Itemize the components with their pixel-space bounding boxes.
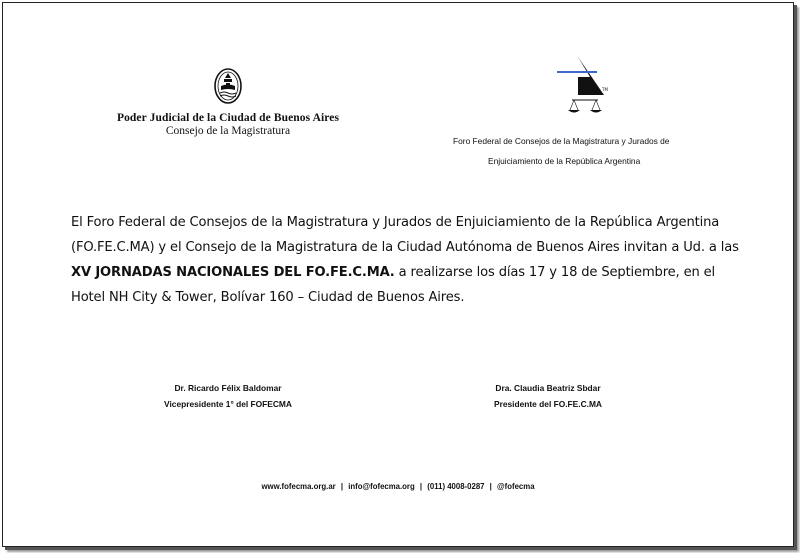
footer-separator: |: [489, 482, 492, 491]
fofecma-logo-mark: TM: [602, 87, 608, 92]
contact-footer: [3, 482, 793, 491]
footer-separator: |: [419, 482, 423, 491]
city-seal-icon: [213, 66, 243, 106]
signer-name-right: Dra. Claudia Beatriz Sbdar: [495, 383, 601, 393]
signature-left: [143, 380, 313, 412]
signature-right: [453, 380, 643, 412]
fofecma-title-line2: Enjuiciamiento de la República Argentina: [488, 156, 641, 166]
event-title: XV JORNADAS NACIONALES DEL FO.FE.C.MA.: [71, 265, 395, 280]
consejo-subtitle: Consejo de la Magistratura: [165, 125, 291, 137]
footer-phone: (011) 4008-0287: [427, 482, 485, 491]
signer-role-right: Presidente del FO.FE.C.MA: [494, 399, 602, 409]
signer-role-left: Vicepresidente 1° del FOFECMA: [164, 399, 292, 409]
invitation-text-part2: a realizarse los días 17 y 18 de Septiembre, en el Hotel NH City & Tower, Bolívar 160 – Ciudad de Buenos Aires.: [71, 265, 716, 305]
fofecma-scales-logo-icon: [528, 55, 628, 125]
invitation-card: [2, 2, 794, 547]
footer-website-link[interactable]: www.fofecma.org.ar: [261, 482, 336, 491]
invitation-text-part1: El Foro Federal de Consejos de la Magistratura y Jurados de Enjuiciamiento de la República Argentina (FO.FE.C.MA) y el Consejo de la Magistratura de la Ciudad Autónoma de Buenos Aires invitan a Ud. a las: [71, 215, 739, 255]
footer-social-handle[interactable]: @fofecma: [497, 482, 535, 491]
fofecma-title-line1: Foro Federal de Consejos de la Magistratura y Jurados de: [453, 136, 670, 146]
signer-name-left: Dr. Ricardo Félix Baldomar: [174, 383, 282, 393]
fofecma-logo-block: [443, 55, 713, 166]
poder-judicial-logo-block: [108, 66, 348, 137]
invitation-body: [71, 210, 751, 310]
footer-email-link[interactable]: info@fofecma.org: [348, 482, 415, 491]
poder-judicial-title: Poder Judicial de la Ciudad de Buenos Aires: [116, 112, 340, 124]
footer-separator: |: [340, 482, 344, 491]
